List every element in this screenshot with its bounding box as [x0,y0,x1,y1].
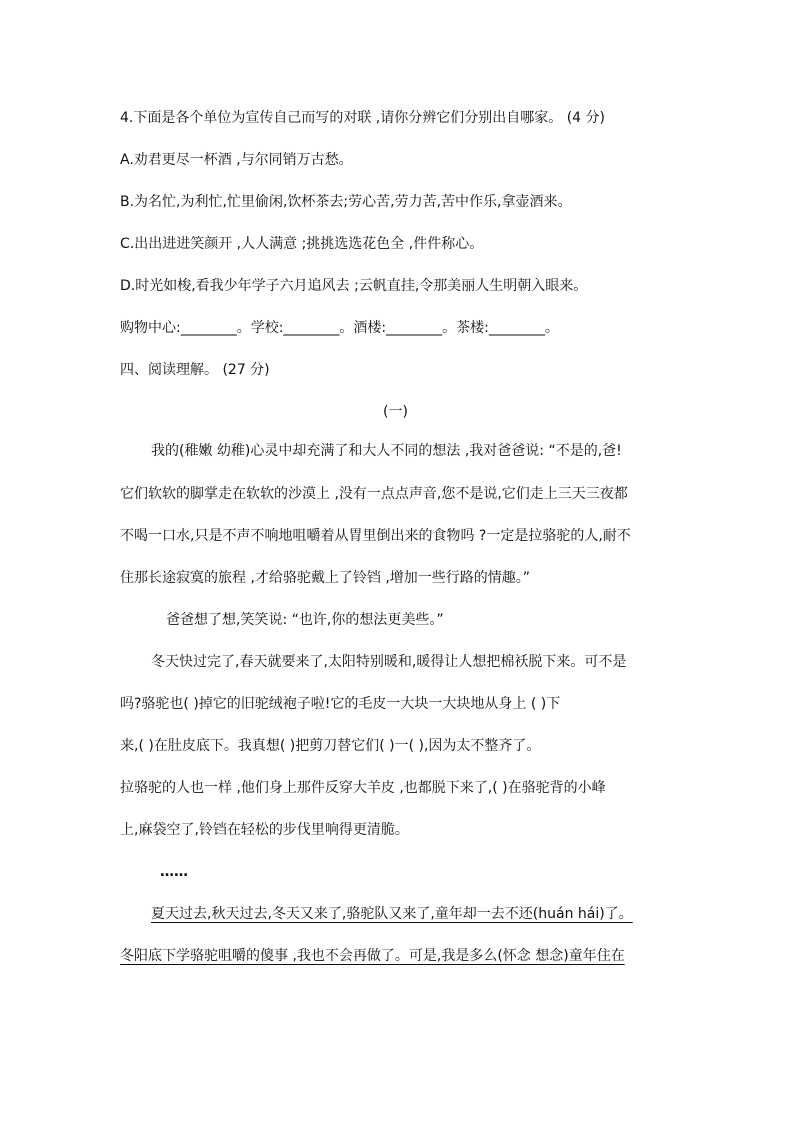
option-a: A.劝君更尽一杯酒 ,与尔同销万古愁。 [120,152,353,168]
option-d: D.时光如梭,看我少年学子六月追风去 ;云帆直挂,令那美丽人生明朝入眼来。 [120,278,588,294]
passage-line: 住那长途寂寞的旅程 ,才给骆驼戴上了铃铛 ,增加一些行路的情趣。” [120,570,531,586]
passage-line: 冬天快过完了,春天就要来了,太阳特别暖和,暖得让人想把棉袄脱下来。可不是 [151,654,627,670]
passage-line: 拉骆驼的人也一样 ,他们身上那件反穿大羊皮 ,也都脱下来了,( )在骆驼背的小峰 [120,780,606,796]
passage-line: 来,( )在肚皮底下。我真想( )把剪刀替它们( )一( ),因为太不整齐了。 [120,738,541,754]
option-b: B.为名忙,为利忙,忙里偷闲,饮杯茶去;劳心苦,劳力苦,苦中作乐,拿壶酒来。 [120,194,572,210]
part-title: (一) [383,404,408,420]
option-c: C.出出进进笑颜开 ,人人满意 ;挑挑选选花色全 ,件件称心。 [120,236,484,252]
passage-line: 爸爸想了想,笑笑说: “也许,你的想法更美些。” [166,612,444,628]
passage-line: 我的(稚嫩 幼稚)心灵中却充满了和大人不同的想法 ,我对爸爸说: “不是的,爸! [151,443,622,459]
passage-line: 它们软软的脚掌走在软软的沙漠上 ,没有一点点声音,您不是说,它们走上三天三夜都 [120,486,628,502]
question-4-stem: 4.下面是各个单位为宣传自己而写的对联 ,请你分辨它们分别出自哪家。 (4 分) [120,110,605,126]
underlined-passage-line: 冬阳底下学骆驼咀嚼的傻事 ,我也不会再做了。可是,我是多么(怀念 想念)童年住在 [120,948,625,964]
ellipsis: …… [160,864,188,880]
passage-line: 不喝一口水,只是不声不响地咀嚼着从胃里倒出来的食物吗 ?一定是拉骆驼的人,耐不 [120,528,631,544]
section-heading: 四、阅读理解。 (27 分) [120,362,270,378]
answer-blanks: 购物中心:________。学校:________。酒楼:________。茶楼:________。 [120,320,559,336]
underlined-passage-line: 夏天过去,秋天过去,冬天又来了,骆驼队又来了,童年却一去不还(huán hái)了。 [151,906,633,922]
passage-line: 吗?骆驼也( )掉它的旧驼绒袍子啦!它的毛皮一大块一大块地从身上 ( )下 [120,696,561,712]
passage-line: 上,麻袋空了,铃铛在轻松的步伐里响得更清脆。 [120,822,409,838]
